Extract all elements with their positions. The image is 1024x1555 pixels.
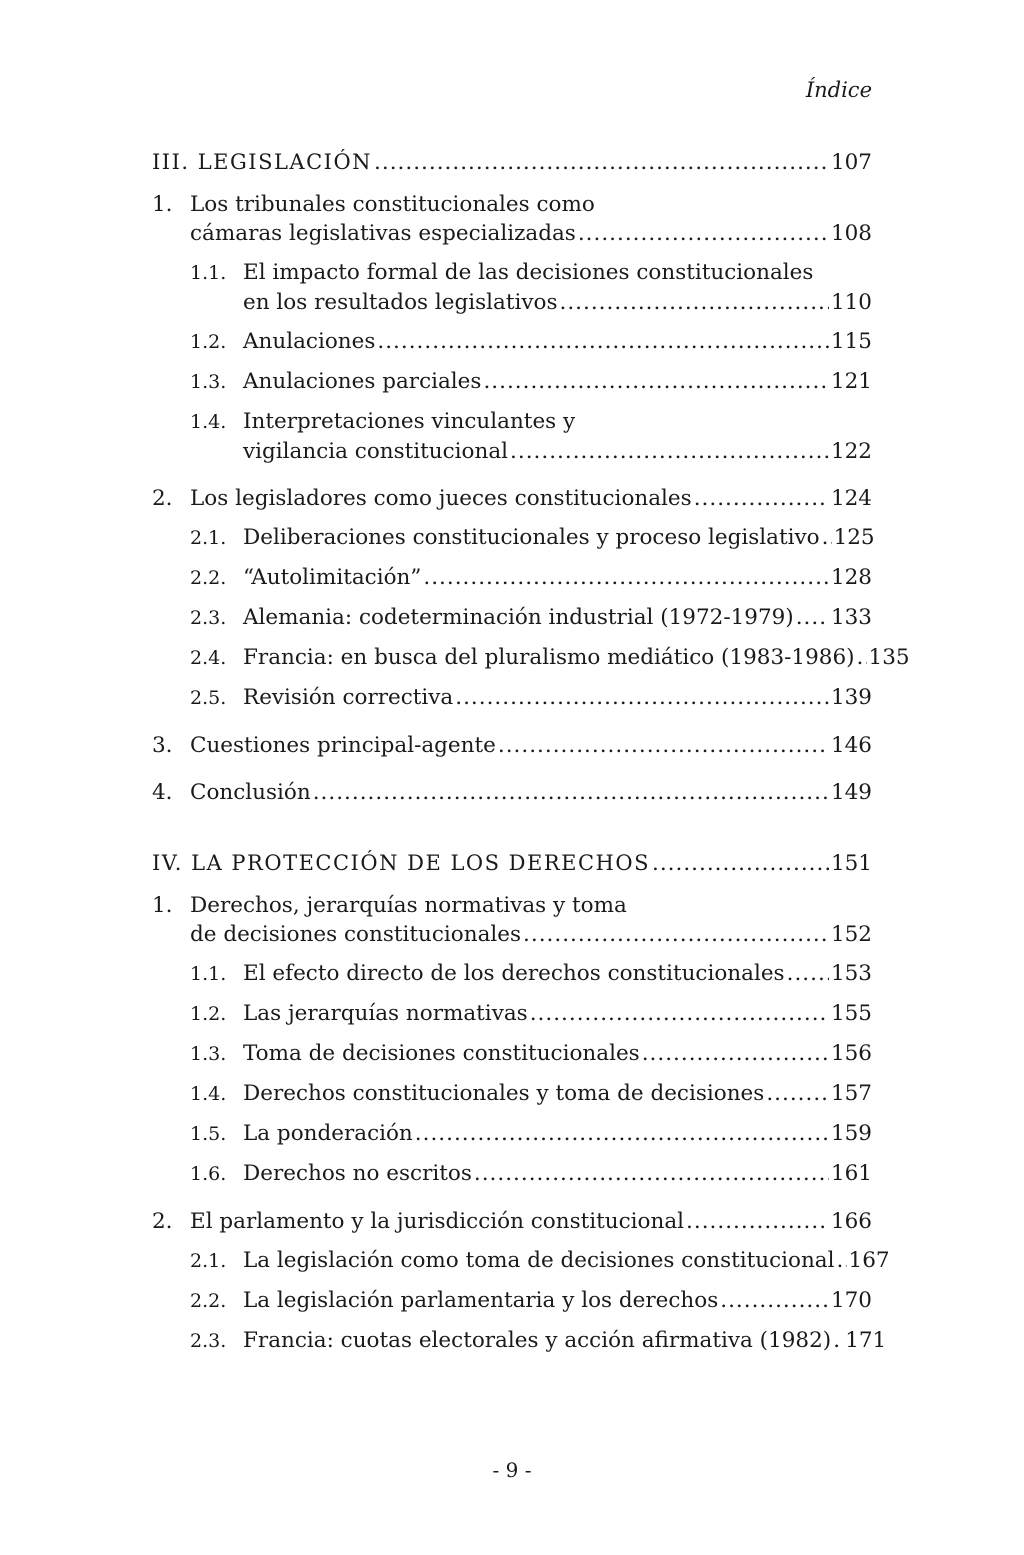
- toc-subentry-number: 2.3.: [190, 607, 227, 629]
- running-head: Índice: [805, 78, 872, 102]
- toc-subentry[interactable]: [152, 1159, 872, 1189]
- toc-subentry[interactable]: [152, 258, 872, 288]
- toc-entry-continuation[interactable]: [152, 920, 872, 949]
- dot-leader: [560, 288, 829, 317]
- toc-subentry-number: 1.2.: [190, 1003, 227, 1025]
- toc-entry[interactable]: [152, 1207, 872, 1236]
- toc-subentry-continuation[interactable]: [152, 437, 872, 466]
- dot-leader: [833, 1326, 843, 1355]
- toc-subentry-number: 2.4.: [190, 647, 227, 669]
- toc-entry-title: El parlamento y la jurisdicción constitucional: [190, 1209, 685, 1234]
- toc-subentry-page: 159: [830, 1121, 872, 1146]
- toc-subentry-title: “Autolimitación”: [243, 565, 422, 590]
- toc-entry-page: 146: [830, 733, 872, 758]
- toc-subentry[interactable]: [152, 683, 872, 713]
- toc-subentry-page: 135: [868, 645, 910, 670]
- toc-subentry-page: 139: [830, 685, 872, 710]
- toc-subentry-number: 1.3.: [190, 371, 227, 393]
- toc-subentry-title: Francia: cuotas electorales y acción afirmativa (1982): [243, 1328, 832, 1353]
- toc-subentry-title: vigilancia constitucional: [243, 439, 509, 464]
- toc-entry-title: cámaras legislativas especializadas: [190, 221, 576, 246]
- toc-entry-page: 149: [830, 780, 872, 805]
- toc-subentry[interactable]: [152, 1119, 872, 1149]
- toc-subentry-page: 167: [848, 1248, 890, 1273]
- toc-entry-number: 2.: [152, 486, 173, 511]
- dot-leader: [837, 1246, 847, 1275]
- toc-subentry-title: Derechos no escritos: [243, 1161, 472, 1186]
- toc-entry[interactable]: [152, 484, 872, 513]
- toc-subentry-title: Revisión correctiva: [243, 685, 454, 710]
- toc-subentry-page: 125: [833, 525, 875, 550]
- dot-leader: [377, 327, 829, 356]
- section-page: 107: [830, 150, 872, 175]
- table-of-contents: [152, 148, 910, 1356]
- toc-entry-title: Los legisladores como jueces constitucionales: [190, 486, 692, 511]
- toc-subentry-number: 2.3.: [190, 1330, 227, 1352]
- toc-entry-number: 2.: [152, 1209, 173, 1234]
- toc-subentry-title: El efecto directo de los derechos constitucionales: [243, 961, 785, 986]
- toc-entry-page: 166: [830, 1209, 872, 1234]
- toc-subentry-page: 133: [830, 605, 872, 630]
- toc-subentry-title: Toma de decisiones constitucionales: [243, 1041, 640, 1066]
- section-title: III. LEGISLACIÓN: [152, 150, 373, 174]
- toc-subentry[interactable]: [152, 959, 872, 989]
- section-heading[interactable]: [152, 148, 872, 177]
- toc-entry[interactable]: [152, 731, 872, 760]
- toc-subentry-number: 2.2.: [190, 567, 227, 589]
- dot-leader: [857, 643, 867, 672]
- toc-subentry-title: Deliberaciones constitucionales y proceso legislativo: [243, 525, 820, 550]
- toc-entry-page: 152: [830, 922, 872, 947]
- toc-subentry[interactable]: [152, 563, 872, 593]
- toc-subentry-number: 1.4.: [190, 1083, 227, 1105]
- toc-entry-title: Conclusión: [190, 780, 311, 805]
- toc-subentry-title: Alemania: codeterminación industrial (1972-1979): [243, 605, 794, 630]
- toc-subentry-title: Anulaciones parciales: [243, 369, 482, 394]
- dot-leader: [787, 959, 829, 988]
- toc-subentry-number: 2.5.: [190, 687, 227, 709]
- toc-subentry[interactable]: [152, 603, 872, 633]
- toc-subentry-page: 115: [830, 329, 872, 354]
- toc-subentry-page: 153: [830, 961, 872, 986]
- dot-leader: [415, 1119, 829, 1148]
- toc-subentry-page: 128: [830, 565, 872, 590]
- dot-leader: [796, 603, 829, 632]
- section-title: IV. LA PROTECCIÓN DE LOS DERECHOS: [152, 851, 650, 875]
- toc-subentry-page: 157: [830, 1081, 872, 1106]
- toc-subentry-title: La ponderación: [243, 1121, 413, 1146]
- section-page: 151: [830, 851, 872, 876]
- toc-entry-continuation[interactable]: [152, 219, 872, 248]
- toc-subentry-page: 110: [830, 290, 872, 315]
- toc-entry-title: Derechos, jerarquías normativas y toma: [190, 893, 627, 918]
- toc-subentry[interactable]: [152, 523, 875, 553]
- toc-subentry[interactable]: [152, 407, 872, 437]
- dot-leader: [766, 1079, 829, 1108]
- toc-subentry-number: 2.1.: [190, 1250, 227, 1272]
- toc-subentry[interactable]: [152, 999, 872, 1029]
- toc-subentry-title: Interpretaciones vinculantes y: [243, 409, 576, 434]
- toc-entry-page: 108: [830, 221, 872, 246]
- toc-subentry-title: El impacto formal de las decisiones constitucionales: [243, 260, 814, 285]
- toc-subentry-page: 170: [830, 1288, 872, 1313]
- toc-entry-title: de decisiones constitucionales: [190, 922, 522, 947]
- dot-leader: [523, 920, 829, 949]
- dot-leader: [498, 731, 829, 760]
- toc-entry-number: 4.: [152, 780, 173, 805]
- toc-subentry-title: en los resultados legislativos: [243, 290, 558, 315]
- dot-leader: [578, 219, 829, 248]
- dot-leader: [455, 683, 829, 712]
- dot-leader: [642, 1039, 829, 1068]
- toc-subentry-number: 1.2.: [190, 331, 227, 353]
- toc-entry-number: 1.: [152, 893, 173, 918]
- toc-entry-title: Los tribunales constitucionales como: [190, 192, 595, 217]
- toc-subentry-page: 161: [830, 1161, 872, 1186]
- toc-subentry-number: 1.4.: [190, 411, 227, 433]
- dot-leader: [530, 999, 829, 1028]
- dot-leader: [313, 778, 829, 807]
- toc-subentry-number: 1.1.: [190, 963, 227, 985]
- toc-subentry-title: Anulaciones: [243, 329, 376, 354]
- dot-leader: [510, 437, 829, 466]
- dot-leader: [474, 1159, 829, 1188]
- toc-subentry[interactable]: [152, 1326, 887, 1356]
- toc-subentry[interactable]: [152, 1286, 872, 1316]
- toc-subentry-page: 122: [830, 439, 872, 464]
- toc-subentry-number: 1.1.: [190, 262, 227, 284]
- dot-leader: [694, 484, 829, 513]
- toc-subentry[interactable]: [152, 1079, 872, 1109]
- toc-entry-title: Cuestiones principal-agente: [190, 733, 496, 758]
- toc-subentry-page: 171: [845, 1328, 887, 1353]
- toc-subentry-number: 2.1.: [190, 527, 227, 549]
- toc-entry[interactable]: [152, 190, 872, 219]
- dot-leader: [652, 849, 829, 878]
- toc-subentry[interactable]: [152, 327, 872, 357]
- section-heading[interactable]: [152, 849, 872, 878]
- toc-entry-page: 124: [830, 486, 872, 511]
- toc-subentry-title: Francia: en busca del pluralismo mediático (1983-1986): [243, 645, 855, 670]
- toc-subentry-page: 155: [830, 1001, 872, 1026]
- toc-entry[interactable]: [152, 891, 872, 920]
- toc-subentry-continuation[interactable]: [152, 288, 872, 317]
- dot-leader: [423, 563, 829, 592]
- toc-subentry-title: Derechos constitucionales y toma de decisiones: [243, 1081, 765, 1106]
- toc-subentry-page: 121: [830, 369, 872, 394]
- toc-subentry[interactable]: [152, 1039, 872, 1069]
- toc-subentry[interactable]: [152, 367, 872, 397]
- toc-subentry-number: 1.6.: [190, 1163, 227, 1185]
- toc-subentry-number: 2.2.: [190, 1290, 227, 1312]
- toc-subentry[interactable]: [152, 643, 910, 673]
- toc-subentry-title: Las jerarquías normativas: [243, 1001, 528, 1026]
- toc-entry-number: 3.: [152, 733, 173, 758]
- toc-subentry-title: La legislación parlamentaria y los derechos: [243, 1288, 719, 1313]
- dot-leader: [720, 1286, 829, 1315]
- dot-leader: [822, 523, 832, 552]
- toc-subentry-number: 1.5.: [190, 1123, 227, 1145]
- toc-entry[interactable]: [152, 778, 872, 807]
- dot-leader: [483, 367, 829, 396]
- dot-leader: [374, 148, 829, 177]
- toc-subentry[interactable]: [152, 1246, 890, 1276]
- page-number: - 9 -: [492, 1458, 532, 1482]
- toc-subentry-number: 1.3.: [190, 1043, 227, 1065]
- toc-subentry-title: La legislación como toma de decisiones constitucional: [243, 1248, 835, 1273]
- toc-subentry-page: 156: [830, 1041, 872, 1066]
- toc-entry-number: 1.: [152, 192, 173, 217]
- dot-leader: [686, 1207, 829, 1236]
